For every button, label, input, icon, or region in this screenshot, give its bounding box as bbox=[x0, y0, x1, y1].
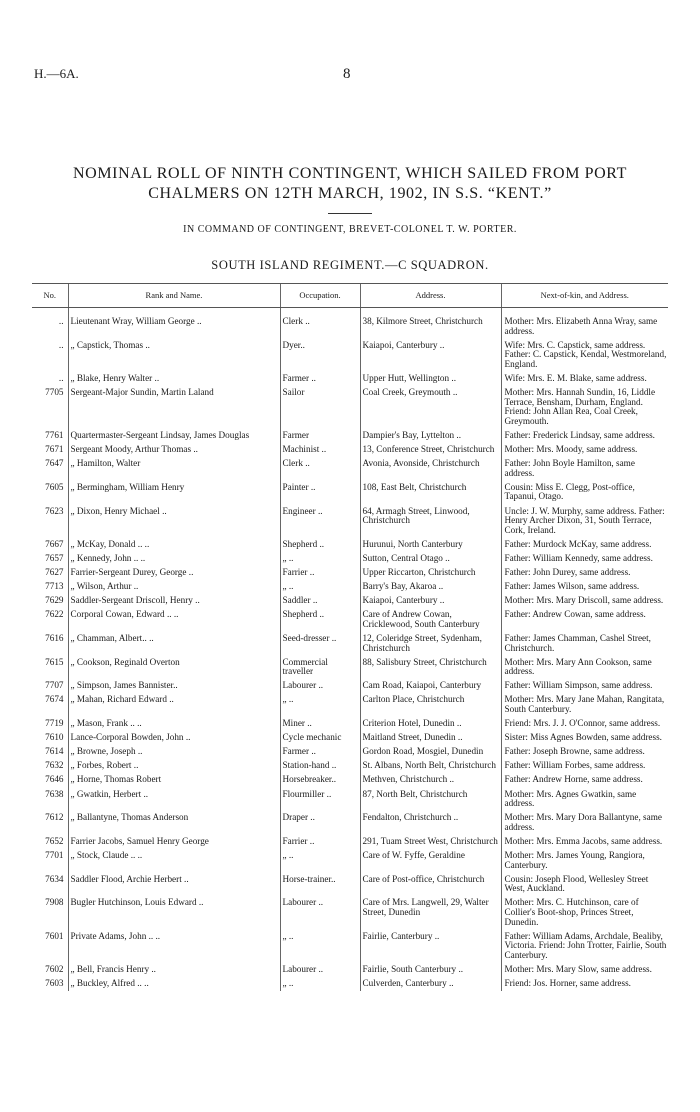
row-address: 88, Salisbury Street, Christchurch bbox=[360, 656, 501, 680]
row-next-of-kin: Friend: Jos. Horner, same address. bbox=[501, 977, 668, 991]
row-address: Care of W. Fyffe, Geraldine bbox=[360, 849, 501, 873]
row-rank-and-name: „ Chamman, Albert.. .. bbox=[68, 632, 280, 656]
row-occupation: Clerk .. bbox=[280, 308, 360, 339]
row-number: 7671 bbox=[45, 444, 64, 455]
title-line-2: CHALMERS ON 12TH MARCH, 1902, IN S.S. “KENT.” bbox=[148, 185, 552, 202]
row-rank-and-name: Farrier-Sergeant Durey, George .. bbox=[68, 566, 280, 580]
row-next-of-kin: Father: Murdock McKay, same address. bbox=[501, 538, 668, 552]
table-row bbox=[32, 811, 668, 835]
row-next-of-kin: Mother: Mrs. Mary Dora Ballantyne, same address. bbox=[501, 811, 668, 835]
row-address: 13, Conference Street, Christchurch bbox=[360, 443, 501, 457]
table-row bbox=[32, 632, 668, 656]
row-occupation: Farmer .. bbox=[280, 372, 360, 386]
row-number: 7634 bbox=[45, 873, 64, 884]
row-rank-and-name: Lance-Corporal Bowden, John .. bbox=[68, 731, 280, 745]
row-number: 7707 bbox=[45, 680, 64, 691]
row-address: Carlton Place, Christchurch bbox=[360, 693, 501, 717]
row-occupation: Flourmiller .. bbox=[280, 788, 360, 812]
table-row bbox=[32, 773, 668, 787]
row-occupation: Seed-dresser .. bbox=[280, 632, 360, 656]
row-occupation: Farrier .. bbox=[280, 566, 360, 580]
row-rank-and-name: „ Blake, Henry Walter .. bbox=[68, 372, 280, 386]
table-row bbox=[32, 538, 668, 552]
row-rank-and-name: „ Capstick, Thomas .. bbox=[68, 339, 280, 372]
row-address: Avonia, Avonside, Christchurch bbox=[360, 457, 501, 481]
table-row bbox=[32, 656, 668, 680]
row-address: Fairlie, South Canterbury .. bbox=[360, 963, 501, 977]
row-next-of-kin: Sister: Miss Agnes Bowden, same address. bbox=[501, 731, 668, 745]
row-rank-and-name: Sergeant-Major Sundin, Martin Laland bbox=[68, 386, 280, 429]
row-address: Fendalton, Christchurch .. bbox=[360, 811, 501, 835]
table-row bbox=[32, 594, 668, 608]
row-rank-and-name: „ Browne, Joseph .. bbox=[68, 745, 280, 759]
row-number: 7705 bbox=[45, 387, 64, 398]
row-address: Upper Hutt, Wellington .. bbox=[360, 372, 501, 386]
table-row bbox=[32, 759, 668, 773]
row-rank-and-name: „ Mahan, Richard Edward .. bbox=[68, 693, 280, 717]
table-row bbox=[32, 977, 668, 991]
row-next-of-kin: Wife: Mrs. E. M. Blake, same address. bbox=[501, 372, 668, 386]
row-occupation: Cycle mechanic bbox=[280, 731, 360, 745]
row-next-of-kin: Friend: Mrs. J. J. O'Connor, same address. bbox=[501, 717, 668, 731]
row-occupation: Dyer.. bbox=[280, 339, 360, 372]
row-address: Coal Creek, Greymouth .. bbox=[360, 386, 501, 429]
table-row bbox=[32, 608, 668, 632]
table-row bbox=[32, 849, 668, 873]
row-number: .. bbox=[58, 339, 64, 350]
row-rank-and-name: „ Gwatkin, Herbert .. bbox=[68, 788, 280, 812]
row-number: 7615 bbox=[45, 656, 64, 667]
row-occupation: Commercial traveller bbox=[280, 656, 360, 680]
row-rank-and-name: „ Mason, Frank .. .. bbox=[68, 717, 280, 731]
row-occupation: Painter .. bbox=[280, 481, 360, 505]
row-number: 7622 bbox=[45, 609, 64, 620]
row-occupation: Station-hand .. bbox=[280, 759, 360, 773]
row-rank-and-name: Farrier Jacobs, Samuel Henry George bbox=[68, 835, 280, 849]
row-address: 87, North Belt, Christchurch bbox=[360, 788, 501, 812]
document-reference: H.—6A. bbox=[34, 66, 79, 81]
row-address: Gordon Road, Mosgiel, Dunedin bbox=[360, 745, 501, 759]
row-address: 38, Kilmore Street, Christchurch bbox=[360, 308, 501, 339]
regiment-heading: SOUTH ISLAND REGIMENT.—C SQUADRON. bbox=[211, 258, 489, 272]
row-rank-and-name: „ Bell, Francis Henry .. bbox=[68, 963, 280, 977]
row-next-of-kin: Mother: Mrs. James Young, Rangiora, Canterbury. bbox=[501, 849, 668, 873]
row-address: Barry's Bay, Akaroa .. bbox=[360, 580, 501, 594]
row-occupation: Shepherd .. bbox=[280, 608, 360, 632]
table-row bbox=[32, 566, 668, 580]
table-row bbox=[32, 481, 668, 505]
row-occupation: Saddler .. bbox=[280, 594, 360, 608]
row-next-of-kin: Mother: Mrs. Emma Jacobs, same address. bbox=[501, 835, 668, 849]
row-rank-and-name: Quartermaster-Sergeant Lindsay, James Douglas bbox=[68, 429, 280, 443]
row-rank-and-name: „ Buckley, Alfred .. .. bbox=[68, 977, 280, 991]
row-address: 291, Tuam Street West, Christchurch bbox=[360, 835, 501, 849]
command-subtitle: IN COMMAND OF CONTINGENT, BREVET-COLONEL T. W. PORTER. bbox=[183, 224, 517, 235]
row-occupation: Labourer .. bbox=[280, 896, 360, 929]
row-number: 7719 bbox=[45, 718, 64, 729]
row-rank-and-name: „ Bermingham, William Henry bbox=[68, 481, 280, 505]
table-row bbox=[32, 552, 668, 566]
row-next-of-kin: Father: James Wilson, same address. bbox=[501, 580, 668, 594]
page-number: 8 bbox=[343, 66, 351, 82]
table-row bbox=[32, 443, 668, 457]
row-address: Upper Riccarton, Christchurch bbox=[360, 566, 501, 580]
row-next-of-kin: Mother: Mrs. Agnes Gwatkin, same address. bbox=[501, 788, 668, 812]
row-number: 7674 bbox=[45, 694, 64, 705]
row-address: 108, East Belt, Christchurch bbox=[360, 481, 501, 505]
row-next-of-kin: Cousin: Miss E. Clegg, Post-office, Tapanui, Otago. bbox=[501, 481, 668, 505]
row-occupation: „ .. bbox=[280, 930, 360, 963]
row-rank-and-name: „ Kennedy, John .. .. bbox=[68, 552, 280, 566]
title-line-1: NOMINAL ROLL OF NINTH CONTINGENT, WHICH SAILED FROM PORT bbox=[73, 165, 627, 182]
row-number: .. bbox=[58, 316, 64, 326]
row-rank-and-name: „ Cookson, Reginald Overton bbox=[68, 656, 280, 680]
row-number: 7629 bbox=[45, 595, 64, 606]
nominal-roll-table bbox=[32, 283, 668, 991]
page-title bbox=[30, 164, 670, 204]
row-number: 7713 bbox=[45, 581, 64, 592]
table-row bbox=[32, 580, 668, 594]
row-address: Criterion Hotel, Dunedin .. bbox=[360, 717, 501, 731]
row-address: Kaiapoi, Canterbury .. bbox=[360, 594, 501, 608]
row-next-of-kin: Mother: Mrs. Mary Slow, same address. bbox=[501, 963, 668, 977]
row-rank-and-name: „ Ballantyne, Thomas Anderson bbox=[68, 811, 280, 835]
row-number: 7632 bbox=[45, 760, 64, 771]
row-rank-and-name: Corporal Cowan, Edward .. .. bbox=[68, 608, 280, 632]
row-occupation: Engineer .. bbox=[280, 505, 360, 538]
row-number: 7701 bbox=[45, 850, 64, 861]
row-next-of-kin: Cousin: Joseph Flood, Wellesley Street West, Auckland. bbox=[501, 873, 668, 897]
row-next-of-kin: Father: John Durey, same address. bbox=[501, 566, 668, 580]
table-row bbox=[32, 963, 668, 977]
row-number: 7646 bbox=[45, 774, 64, 785]
row-occupation: Draper .. bbox=[280, 811, 360, 835]
row-rank-and-name: „ Stock, Claude .. .. bbox=[68, 849, 280, 873]
row-address: Culverden, Canterbury .. bbox=[360, 977, 501, 991]
row-number: 7647 bbox=[45, 458, 64, 469]
table-row bbox=[32, 731, 668, 745]
row-next-of-kin: Mother: Mrs. Elizabeth Anna Wray, same address. bbox=[501, 308, 668, 339]
row-number: .. bbox=[58, 372, 64, 383]
row-address: Maitland Street, Dunedin .. bbox=[360, 731, 501, 745]
row-rank-and-name: Saddler Flood, Archie Herbert .. bbox=[68, 873, 280, 897]
row-number: 7761 bbox=[45, 429, 64, 440]
row-occupation: „ .. bbox=[280, 552, 360, 566]
row-number: 7667 bbox=[45, 538, 64, 549]
row-next-of-kin: Mother: Mrs. Moody, same address. bbox=[501, 443, 668, 457]
column-header-occupation: Occupation. bbox=[280, 284, 360, 308]
row-occupation: „ .. bbox=[280, 693, 360, 717]
row-occupation: „ .. bbox=[280, 849, 360, 873]
row-address: Methven, Christchurch .. bbox=[360, 773, 501, 787]
row-address: St. Albans, North Belt, Christchurch bbox=[360, 759, 501, 773]
row-rank-and-name: „ Horne, Thomas Robert bbox=[68, 773, 280, 787]
row-next-of-kin: Father: William Simpson, same address. bbox=[501, 679, 668, 693]
row-number: 7652 bbox=[45, 835, 64, 846]
row-number: 7614 bbox=[45, 746, 64, 757]
table-row bbox=[32, 717, 668, 731]
table-row bbox=[32, 457, 668, 481]
row-next-of-kin: Father: William Kennedy, same address. bbox=[501, 552, 668, 566]
row-number: 7610 bbox=[45, 732, 64, 743]
table-row bbox=[32, 339, 668, 372]
row-occupation: „ .. bbox=[280, 580, 360, 594]
table-row bbox=[32, 835, 668, 849]
row-address: Dampier's Bay, Lyttelton .. bbox=[360, 429, 501, 443]
row-occupation: Machinist .. bbox=[280, 443, 360, 457]
table-header-row bbox=[32, 284, 668, 308]
row-rank-and-name: „ Wilson, Arthur .. bbox=[68, 580, 280, 594]
row-rank-and-name: „ Forbes, Robert .. bbox=[68, 759, 280, 773]
row-number: 7605 bbox=[45, 481, 64, 492]
row-next-of-kin: Uncle: J. W. Murphy, same address. Father: Henry Archer Dixon, 31, South Terrace, Cork, Ireland. bbox=[501, 505, 668, 538]
row-next-of-kin: Mother: Mrs. Mary Ann Cookson, same address. bbox=[501, 656, 668, 680]
row-rank-and-name: Saddler-Sergeant Driscoll, Henry .. bbox=[68, 594, 280, 608]
row-rank-and-name: „ McKay, Donald .. .. bbox=[68, 538, 280, 552]
row-occupation: Horsebreaker.. bbox=[280, 773, 360, 787]
table-row bbox=[32, 788, 668, 812]
column-header-name: Rank and Name. bbox=[68, 284, 280, 308]
row-occupation: „ .. bbox=[280, 977, 360, 991]
column-header-no: No. bbox=[32, 284, 68, 308]
row-next-of-kin: Wife: Mrs. C. Capstick, same address. Father: C. Capstick, Kendal, Westmoreland, England. bbox=[501, 339, 668, 372]
table-row bbox=[32, 873, 668, 897]
row-address: Care of Mrs. Langwell, 29, Walter Street, Dunedin bbox=[360, 896, 501, 929]
row-rank-and-name: „ Dixon, Henry Michael .. bbox=[68, 505, 280, 538]
row-next-of-kin: Mother: Mrs. Hannah Sundin, 16, Liddle Terrace, Bensham, Durham, England. Friend: John Allan Rea, Coal Creek, Greymouth. bbox=[501, 386, 668, 429]
row-occupation: Miner .. bbox=[280, 717, 360, 731]
row-occupation: Sailor bbox=[280, 386, 360, 429]
row-address: Sutton, Central Otago .. bbox=[360, 552, 501, 566]
row-occupation: Labourer .. bbox=[280, 679, 360, 693]
table-row bbox=[32, 386, 668, 429]
row-address: Care of Andrew Cowan, Cricklewood, South Canterbury bbox=[360, 608, 501, 632]
row-number: 7612 bbox=[45, 812, 64, 823]
column-header-next-of-kin: Next-of-kin, and Address. bbox=[501, 284, 668, 308]
table-row bbox=[32, 745, 668, 759]
row-address: Cam Road, Kaiapoi, Canterbury bbox=[360, 679, 501, 693]
row-number: 7908 bbox=[45, 897, 64, 908]
row-address: Hurunui, North Canterbury bbox=[360, 538, 501, 552]
row-number: 7638 bbox=[45, 788, 64, 799]
row-occupation: Shepherd .. bbox=[280, 538, 360, 552]
row-occupation: Farrier .. bbox=[280, 835, 360, 849]
table-row bbox=[32, 930, 668, 963]
row-rank-and-name: Private Adams, John .. .. bbox=[68, 930, 280, 963]
row-number: 7601 bbox=[45, 930, 64, 941]
table-row bbox=[32, 505, 668, 538]
row-number: 7603 bbox=[45, 978, 64, 989]
row-rank-and-name: Sergeant Moody, Arthur Thomas .. bbox=[68, 443, 280, 457]
row-number: 7623 bbox=[45, 505, 64, 516]
row-rank-and-name: „ Simpson, James Bannister.. bbox=[68, 679, 280, 693]
table-row bbox=[32, 372, 668, 386]
row-number: 7602 bbox=[45, 963, 64, 974]
table-row bbox=[32, 679, 668, 693]
row-next-of-kin: Mother: Mrs. Mary Driscoll, same address. bbox=[501, 594, 668, 608]
row-number: 7657 bbox=[45, 552, 64, 563]
row-next-of-kin: Father: Frederick Lindsay, same address. bbox=[501, 429, 668, 443]
row-occupation: Clerk .. bbox=[280, 457, 360, 481]
row-occupation: Farmer .. bbox=[280, 745, 360, 759]
row-address: 64, Armagh Street, Linwood, Christchurch bbox=[360, 505, 501, 538]
row-address: Fairlie, Canterbury .. bbox=[360, 930, 501, 963]
row-next-of-kin: Mother: Mrs. Mary Jane Mahan, Rangitata, South Canterbury. bbox=[501, 693, 668, 717]
table-row bbox=[32, 308, 668, 339]
row-next-of-kin: Father: James Chamman, Cashel Street, Christchurch. bbox=[501, 632, 668, 656]
row-next-of-kin: Father: William Forbes, same address. bbox=[501, 759, 668, 773]
row-rank-and-name: „ Hamilton, Walter bbox=[68, 457, 280, 481]
table-row bbox=[32, 429, 668, 443]
row-next-of-kin: Father: Andrew Cowan, same address. bbox=[501, 608, 668, 632]
row-occupation: Horse-trainer.. bbox=[280, 873, 360, 897]
row-address: Kaiapoi, Canterbury .. bbox=[360, 339, 501, 372]
row-next-of-kin: Mother: Mrs. C. Hutchinson, care of Collier's Boot-shop, Princes Street, Dunedin. bbox=[501, 896, 668, 929]
row-rank-and-name: Bugler Hutchinson, Louis Edward .. bbox=[68, 896, 280, 929]
row-address: Care of Post-office, Christchurch bbox=[360, 873, 501, 897]
row-address: 12, Coleridge Street, Sydenham, Christchurch bbox=[360, 632, 501, 656]
row-next-of-kin: Father: Andrew Horne, same address. bbox=[501, 773, 668, 787]
row-number: 7627 bbox=[45, 566, 64, 577]
table-body bbox=[32, 308, 668, 992]
table-row bbox=[32, 896, 668, 929]
row-occupation: Farmer bbox=[280, 429, 360, 443]
row-next-of-kin: Father: Joseph Browne, same address. bbox=[501, 745, 668, 759]
title-divider bbox=[328, 213, 372, 214]
row-next-of-kin: Father: John Boyle Hamilton, same address. bbox=[501, 457, 668, 481]
row-next-of-kin: Father: William Adams, Archdale, Bealiby, Victoria. Friend: John Trotter, Fairlie, South Canterbury. bbox=[501, 930, 668, 963]
row-occupation: Labourer .. bbox=[280, 963, 360, 977]
row-number: 7616 bbox=[45, 632, 64, 643]
column-header-address: Address. bbox=[360, 284, 501, 308]
table-row bbox=[32, 693, 668, 717]
row-rank-and-name: Lieutenant Wray, William George .. bbox=[68, 308, 280, 339]
